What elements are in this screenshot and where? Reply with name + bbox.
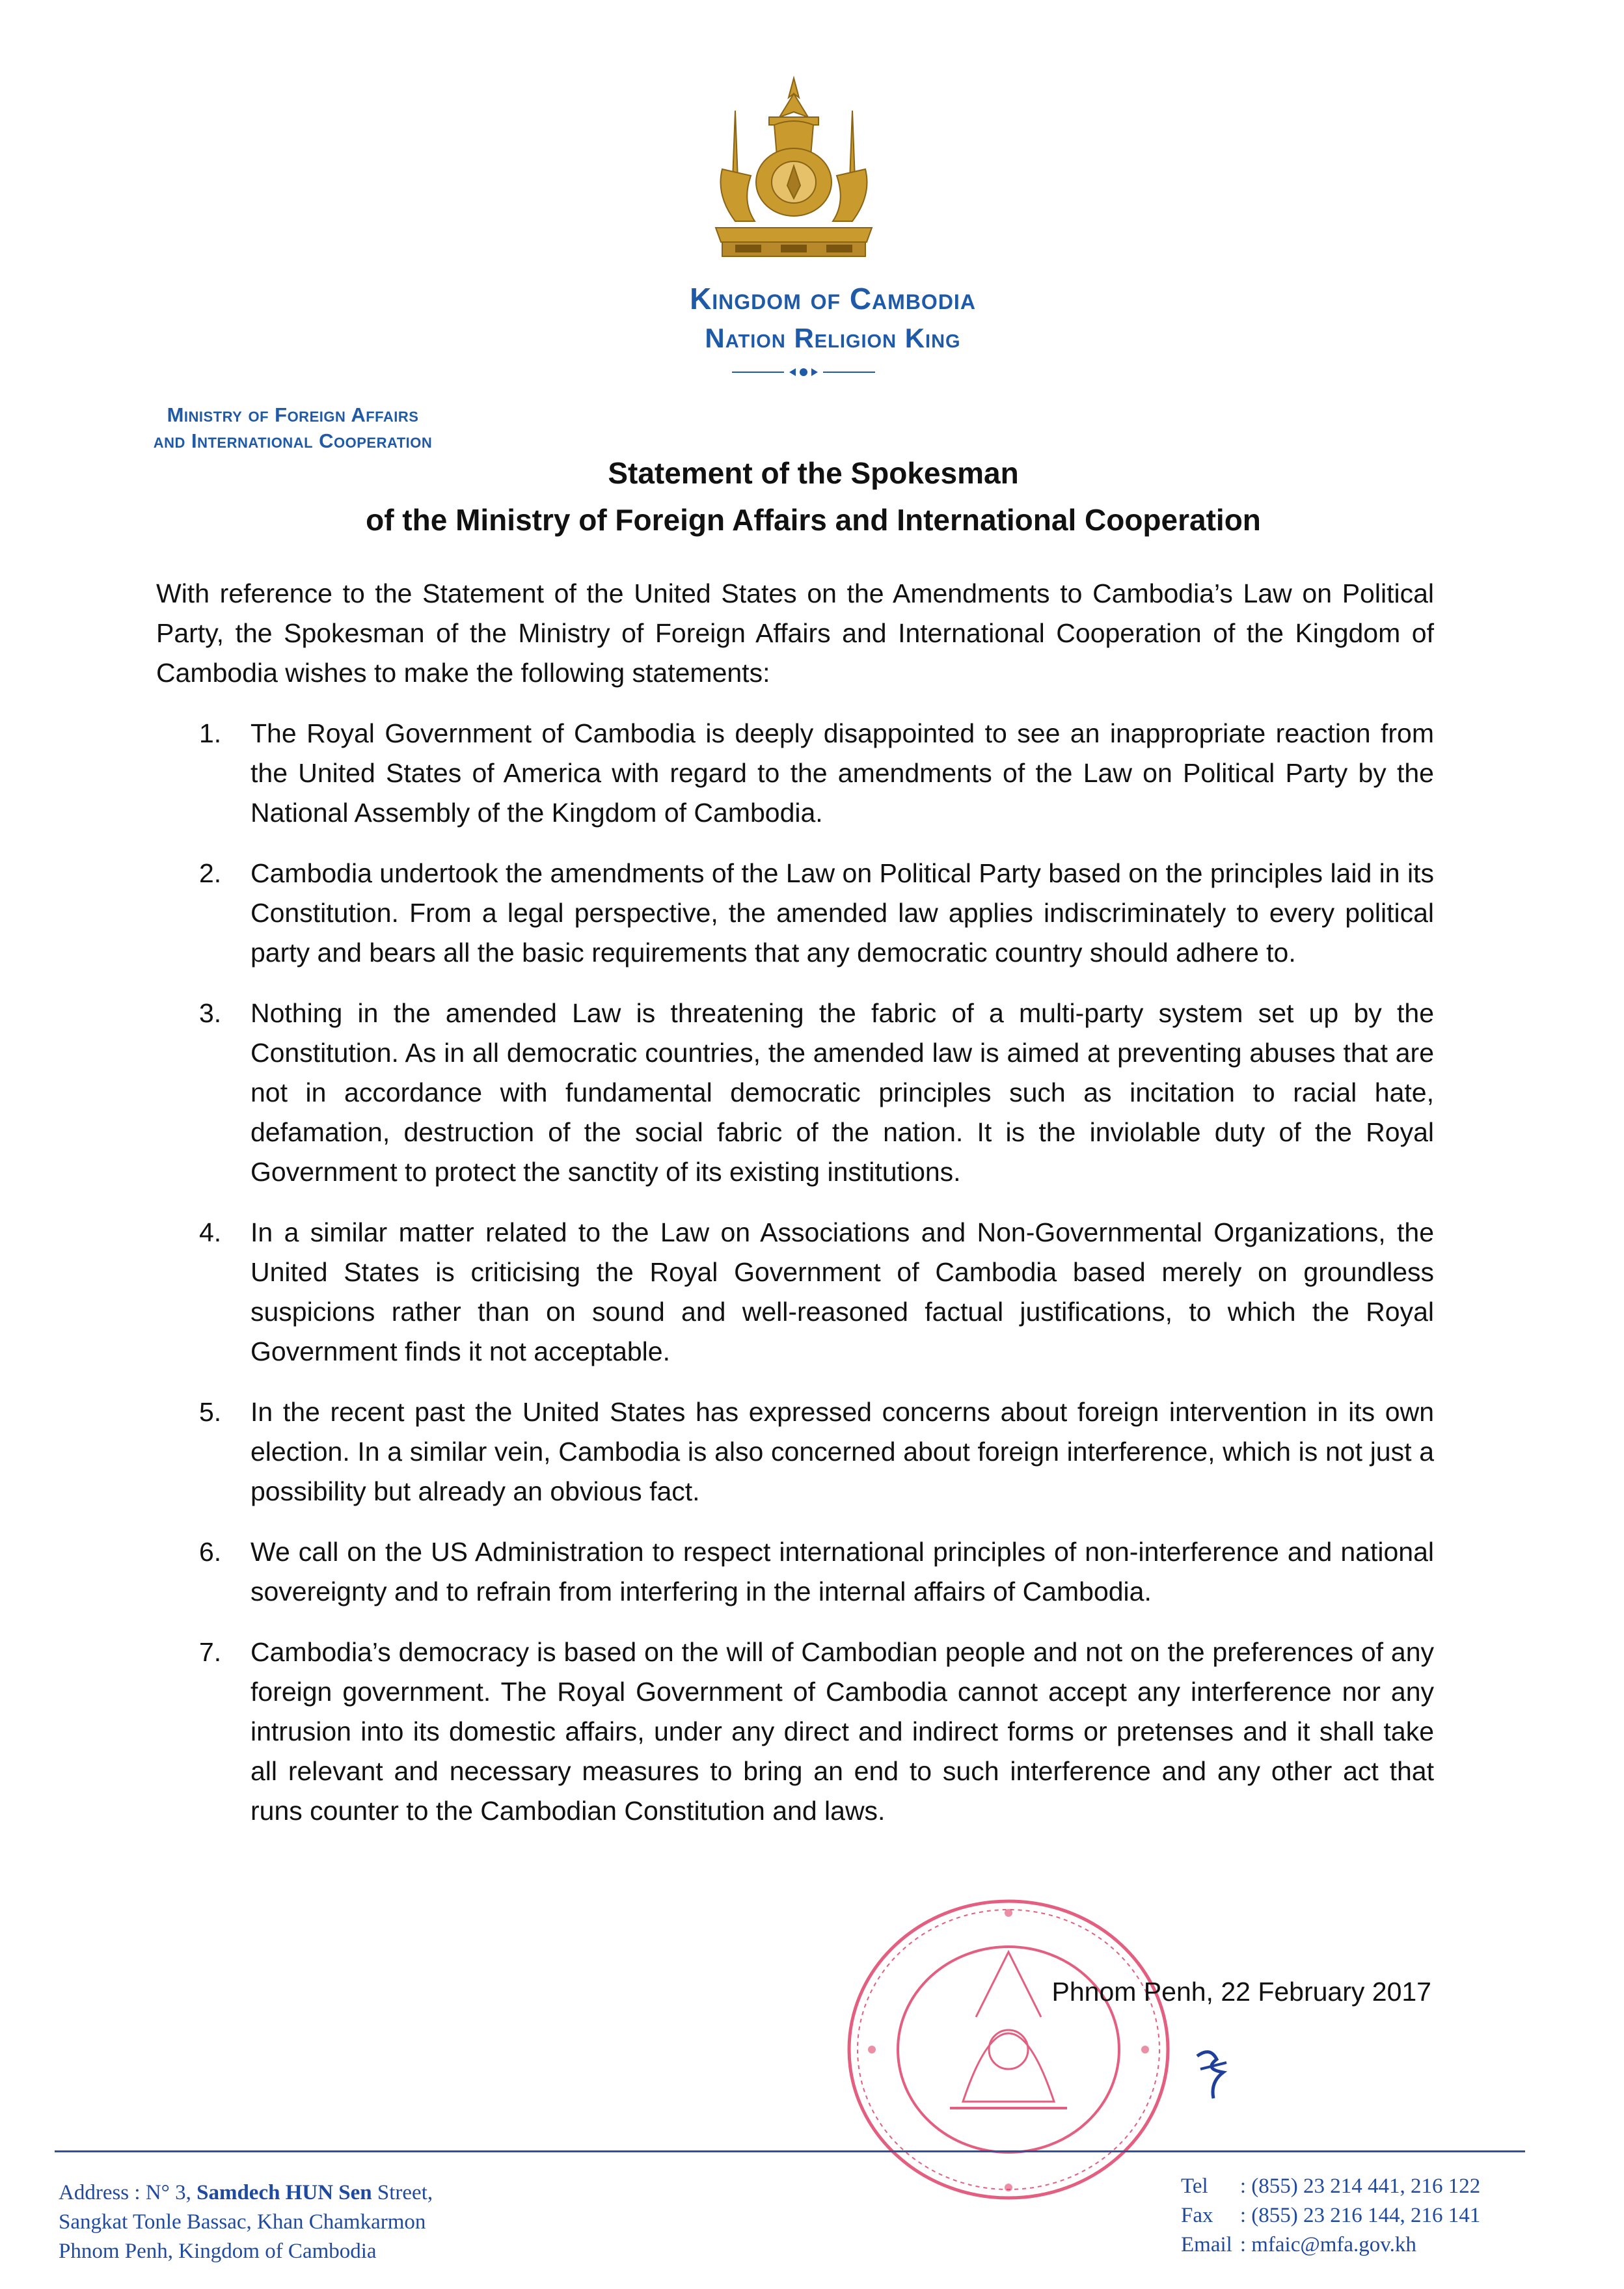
item-text: Nothing in the amended Law is threatening the fabric of a multi-party system set up by the Constitution. As in all democratic countries, the amended law is aimed at preventing abuses that are not in accordance with fundamental democratic principles such as incitation to racial hate, defamation, destruction of the social fabric of the nation. It is the inviolable duty of the Royal Government to protect the sanctity of its existing institutions. [250, 998, 1434, 1187]
item-text: We call on the US Administration to respect international principles of non-interference and national sovereignty and to refrain from interfering in the internal affairs of Cambodia. [250, 1537, 1434, 1606]
list-item [156, 714, 1434, 833]
statement-title-line-1: Statement of the Spokesman [608, 456, 1019, 490]
tel-label: Tel [1181, 2174, 1208, 2198]
item-text: Cambodia’s democracy is based on the will of Cambodian people and not on the preferences of any foreign government. The Royal Government of Cambodia cannot accept any interference nor any intrusion into its domestic affairs, under any direct and indirect forms or pretenses and it shall take all relevant and necessary measures to bring an end to such interference and any other act that runs counter to the Cambodian Constitution and laws. [250, 1637, 1434, 1826]
address-line-3: Phnom Penh, Kingdom of Cambodia [59, 2240, 377, 2263]
ornament-divider-icon [732, 364, 875, 380]
item-text: In a similar matter related to the Law on Associations and Non-Governmental Organizations, the United States is criticising the Royal Government of Cambodia based merely on groundless suspicions rather than on sound and well-reasoned factual justifications, to which the Royal Government finds it not acceptable. [250, 1217, 1434, 1366]
address-suffix: Street, [372, 2181, 433, 2204]
address-prefix: Address : N° 3, [59, 2181, 197, 2204]
fax-row [1181, 2201, 1488, 2230]
item-text: Cambodia undertook the amendments of the Law on Political Party based on the principles laid in its Constitution. From a legal perspective, the amended law applies indiscriminately to every political party and bears all the basic requirements that any democratic country should adhere to. [250, 858, 1434, 968]
list-item [156, 1532, 1434, 1612]
tel-row [1181, 2172, 1488, 2201]
contact-table [1181, 2172, 1488, 2260]
national-motto: Nation Religion King [705, 323, 961, 353]
royal-coat-of-arms-emblem [696, 72, 891, 273]
ministry-name [59, 402, 527, 454]
statement-list [156, 714, 1434, 1831]
address-line-1 [59, 2178, 433, 2208]
intro-paragraph: With reference to the Statement of the United States on the Amendments to Cambodia’s Law on Political Party, the Spokesman of the Ministry of Foreign Affairs and International Cooperation of the Kingdom of Cambodia wishes to make the following statements: [156, 578, 1434, 688]
list-item [156, 1392, 1434, 1511]
email-row [1181, 2230, 1488, 2260]
footer-divider [55, 2150, 1525, 2152]
item-text: In the recent past the United States has expressed concerns about foreign intervention in its own election. In a similar vein, Cambodia is also concerned about foreign interference, which is not just a possibility but already an obvious fact. [250, 1397, 1434, 1506]
statement-title-line-2: of the Ministry of Foreign Affairs and International Cooperation [366, 503, 1261, 537]
statement-body [156, 574, 1434, 1852]
list-item [156, 1213, 1434, 1372]
signature-icon [1191, 2043, 1236, 2102]
email-link[interactable]: : mfaic@mfa.gov.kh [1239, 2233, 1416, 2256]
fax-value: : (855) 23 216 144, 216 141 [1239, 2204, 1481, 2227]
list-item [156, 854, 1434, 973]
place-and-date: Phnom Penh, 22 February 2017 [1051, 1977, 1431, 2007]
item-number: 2. [199, 858, 222, 888]
list-item [156, 994, 1434, 1192]
fax-label: Fax [1181, 2204, 1213, 2227]
item-number: 1. [199, 718, 222, 748]
official-seal-stamp-icon [833, 1887, 1184, 2212]
ministry-line-2: and International Cooperation [153, 429, 433, 452]
tel-value: : (855) 23 214 441, 216 122 [1239, 2174, 1481, 2198]
item-number: 6. [199, 1537, 222, 1567]
item-number: 3. [199, 998, 222, 1028]
item-text: The Royal Government of Cambodia is deeply disappointed to see an inappropriate reaction from the United States of America with regard to the amendments of the Law on Political Party by the National Assembly of the Kingdom of Cambodia. [250, 718, 1434, 828]
country-name: Kingdom of Cambodia [690, 282, 976, 316]
footer-address [59, 2178, 433, 2266]
item-number: 4. [199, 1217, 222, 1247]
list-item [156, 1632, 1434, 1831]
footer-contact [1181, 2172, 1488, 2260]
address-line-2: Sangkat Tonle Bassac, Khan Chamkarmon [59, 2210, 426, 2234]
email-label: Email [1181, 2233, 1232, 2256]
address-street-name: Samdech HUN Sen [196, 2181, 372, 2204]
item-number: 5. [199, 1397, 222, 1427]
ministry-line-1: Ministry of Foreign Affairs [167, 403, 419, 426]
item-number: 7. [199, 1637, 222, 1667]
